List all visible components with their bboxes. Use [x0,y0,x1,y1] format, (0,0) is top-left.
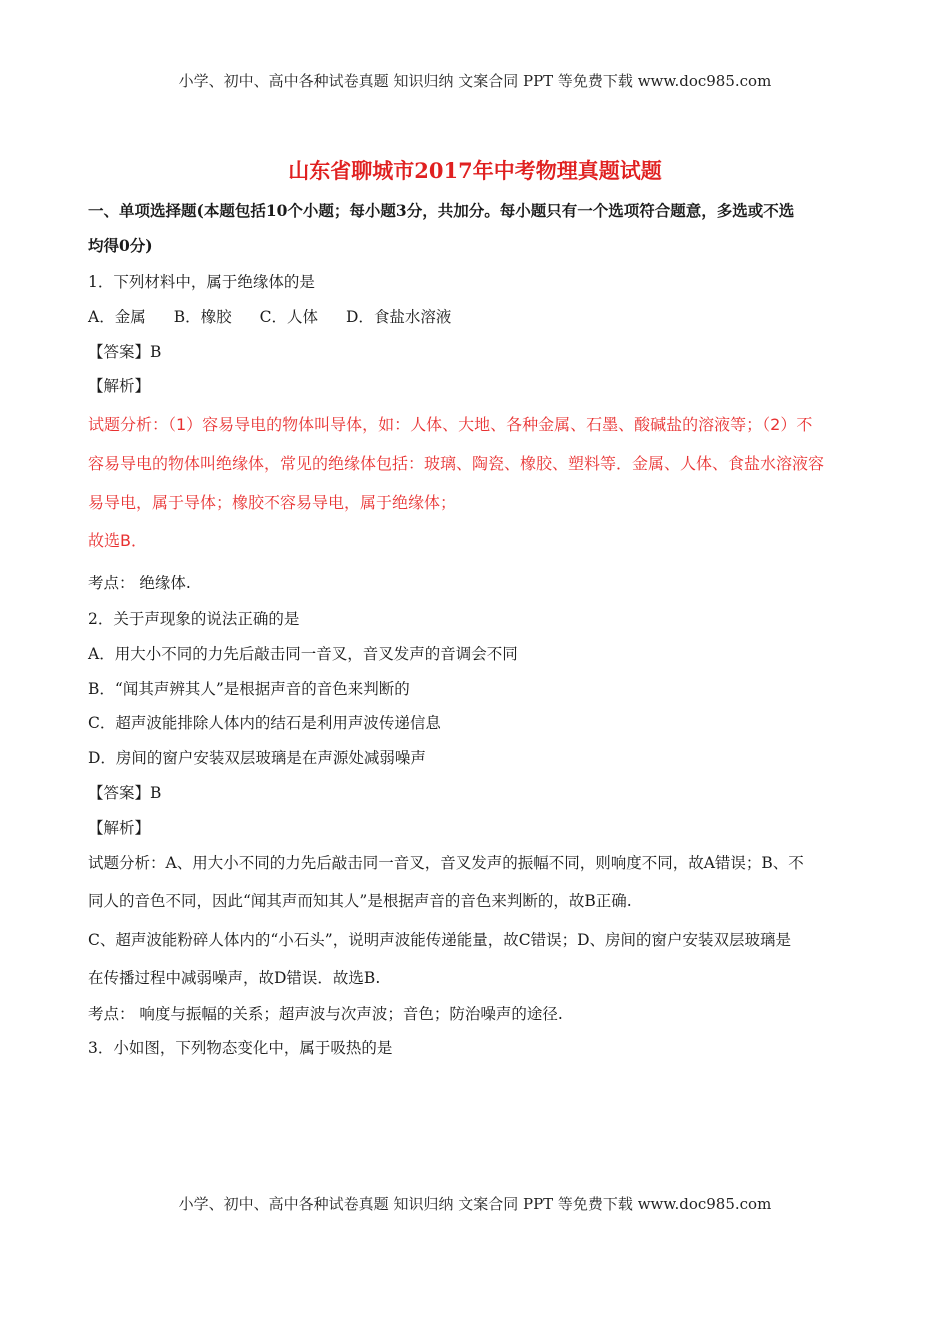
q1-kaodian: 考点： 绝缘体. [88,574,191,592]
q2-kaodian: 考点： 响度与振幅的关系；超声波与次声波；音色；防治噪声的途径. [88,1005,563,1023]
q2-option-b: B．“闻其声辨其人”是根据声音的音色来判断的 [88,680,410,698]
q2-analysis-line-2: 同人的音色不同，因此“闻其声而知其人”是根据声音的音色来判断的，故B正确. [88,892,632,910]
q2-answer: 【答案】B [88,784,162,802]
q1-options [88,305,479,327]
q1-option-d: D．食盐水溶液 [345,308,452,326]
page-title: 山东省聊城市2017年中考物理真题试题 [288,158,662,183]
q2-stem: 2．关于声现象的说法正确的是 [88,610,300,628]
q1-answer: 【答案】B [88,343,162,361]
q3-stem: 3．小如图，下列物态变化中，属于吸热的是 [88,1039,393,1057]
q2-analysis-line-3: C、超声波能粉碎人体内的“小石头”，说明声波能传递能量，故C错误；D、房间的窗户安装双层玻璃是 [88,931,791,949]
q1-analysis-line-4: 故选B． [88,531,147,550]
page-header: 小学、初中、高中各种试卷真题 知识归纳 文案合同 PPT 等免费下载 www.doc985.com [178,72,772,90]
section-heading-line-2: 均得0分) [88,236,153,255]
q1-option-c: C．人体 [259,308,318,326]
q2-option-d: D．房间的窗户安装双层玻璃是在声源处减弱噪声 [88,749,426,767]
q2-option-a: A．用大小不同的力先后敲击同一音叉，音叉发声的音调会不同 [88,645,518,663]
page-footer: 小学、初中、高中各种试卷真题 知识归纳 文案合同 PPT 等免费下载 www.doc985.com [178,1195,772,1213]
q1-analysis-line-1: 试题分析：（1）容易导电的物体叫导体，如：人体、大地、各种金属、石墨、酸碱盐的溶液等；（2）不 [88,415,813,434]
q2-analysis-line-1: 试题分析：A、用大小不同的力先后敲击同一音叉，音叉发声的振幅不同，则响度不同，故A错误；B、不 [88,854,804,872]
q1-stem: 1．下列材料中，属于绝缘体的是 [88,273,315,291]
q1-option-b: B．橡胶 [173,308,232,326]
section-heading-line-1: 一、单项选择题(本题包括10个小题；每小题3分，共加分。每小题只有一个选项符合题意，多选或不选 [88,201,795,220]
q1-option-a: A．金属 [88,308,146,326]
q2-option-c: C．超声波能排除人体内的结石是利用声波传递信息 [88,714,441,732]
q1-analysis-label: 【解析】 [88,377,151,395]
q1-analysis-line-3: 易导电，属于导体；橡胶不容易导电，属于绝缘体； [88,493,457,512]
q2-analysis-line-4: 在传播过程中减弱噪声，故D错误．故选B. [88,969,381,987]
q1-analysis-line-2: 容易导电的物体叫绝缘体，常见的绝缘体包括：玻璃、陶瓷、橡胶、塑料等．金属、人体、食盐水溶液容 [88,454,825,473]
q2-analysis-label: 【解析】 [88,819,151,837]
